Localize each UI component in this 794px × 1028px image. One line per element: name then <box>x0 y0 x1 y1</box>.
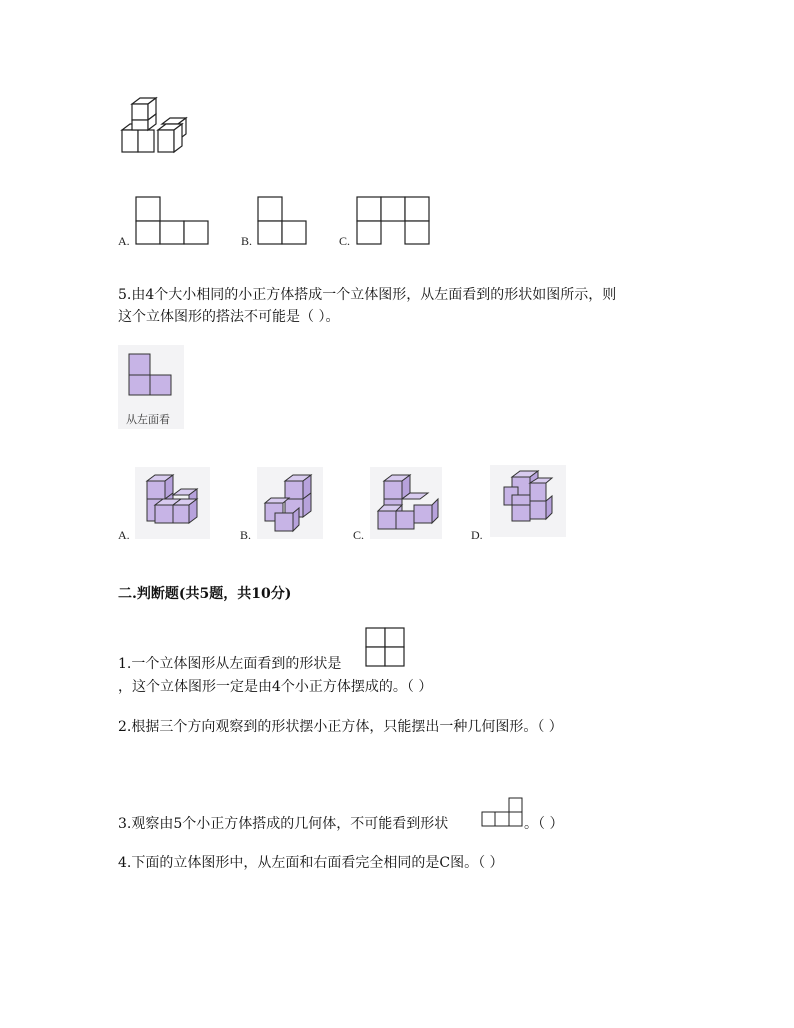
q5-option-b-label[interactable]: B. <box>240 528 252 542</box>
q5-option-a-figure <box>135 467 210 539</box>
q5-left-view-panel <box>118 345 184 429</box>
q4-cube-figure <box>118 96 200 156</box>
judge-q4-stem: 4.下面的立体图形中，从左面和右面看完全相同的是C图。（ ） <box>118 855 504 871</box>
q4-option-b-label[interactable]: B. <box>241 234 253 248</box>
section-title: 二.判断题(共5题，共10分) <box>118 586 292 602</box>
q5-left-view-caption: 从左面看 <box>126 413 170 426</box>
q5-option-b-figure <box>257 467 323 539</box>
judge-q1-stem: 1.一个立体图形从左面看到的形状是 <box>118 656 342 672</box>
q5-option-d-figure <box>490 465 566 537</box>
q4-option-a-figure <box>135 196 209 246</box>
q4-option-c-label[interactable]: C. <box>339 234 351 248</box>
judge-q1-stem-continued: ，这个立体图形一定是由4个小正方体摆成的。（ ） <box>118 679 433 695</box>
q5-option-a-label[interactable]: A. <box>118 528 130 542</box>
q5-option-d-label[interactable]: D. <box>471 528 483 542</box>
judge-q2-stem: 2.根据三个方向观察到的形状摆小正方体，只能摆出一种几何图形。（ ） <box>118 719 563 735</box>
judge-q3-figure <box>481 797 525 827</box>
judge-q3-stem-end: 。（ ） <box>524 816 564 832</box>
q5-option-c-figure <box>370 467 442 539</box>
q4-option-b-figure <box>257 196 309 246</box>
judge-q1-figure <box>365 627 405 667</box>
q4-option-a-label[interactable]: A. <box>118 234 130 248</box>
judge-q3-stem: 3.观察由5个小正方体搭成的几何体，不可能看到形状 <box>118 816 449 832</box>
q4-option-c-figure <box>356 196 430 246</box>
q5-option-c-label[interactable]: C. <box>353 528 365 542</box>
q5-stem-line1: 5.由4个大小相同的小正方体搭成一个立体图形，从左面看到的形状如图所示，则 <box>118 287 617 303</box>
q5-left-view-figure <box>129 354 171 395</box>
q5-stem-line2: 这个立体图形的搭法不可能是（ ）。 <box>118 309 340 325</box>
